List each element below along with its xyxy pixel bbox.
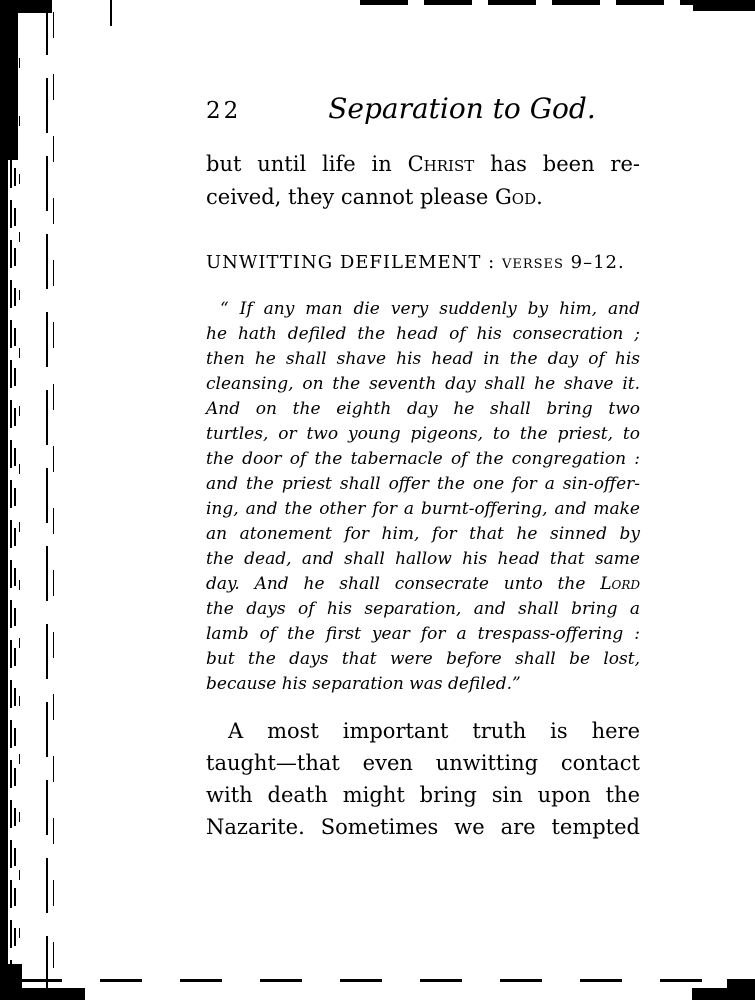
quote-line: he hath defiled the head of his consecration ; (206, 324, 640, 344)
text-fragment: day. And he shall consecrate unto the (206, 574, 601, 594)
section-heading-verses: verses 9–12. (501, 252, 625, 273)
text-line: A most important truth is here (228, 719, 640, 743)
main-paragraph (206, 715, 640, 843)
quote-line: ing, and the other for a burnt-offering, and make (206, 499, 640, 519)
running-title: Separation to God. (328, 92, 596, 125)
quote-line: the days of his separation, and shall bring a (206, 599, 640, 619)
text-line: with death might bring sin upon the (206, 783, 640, 807)
running-header (206, 92, 640, 126)
text-line: taught—that even unwitting contact (206, 751, 640, 775)
quote-line: “ If any man die very suddenly by him, and (220, 299, 640, 319)
page-number: 22 (206, 98, 242, 124)
quote-line: but the days that were before shall be lost, (206, 649, 640, 669)
scripture-quote (206, 297, 640, 697)
quote-line: an atonement for him, for that he sinned by (206, 524, 640, 544)
text-fragment: has been re- (474, 152, 640, 176)
quote-line-with-lord (206, 572, 640, 597)
text-line: Nazarite. Sometimes we are tempted (206, 815, 640, 839)
smallcaps-lord: Lord (600, 574, 640, 594)
scan-top-right-blob (693, 0, 755, 11)
scan-vertical-streak-4 (46, 0, 48, 1000)
text-fragment: . (536, 185, 543, 209)
quote-line: because his separation was defiled.” (206, 674, 521, 694)
quote-line: and the priest shall offer the one for a sin-offer- (206, 474, 640, 494)
scan-vertical-streak-2 (14, 0, 16, 1000)
smallcaps-god: God (495, 185, 537, 209)
quote-line: turtles, or two young pigeons, to the priest, to (206, 424, 640, 444)
section-heading-caps: UNWITTING DEFILEMENT : (206, 252, 496, 273)
quote-line: lamb of the first year for a trespass-offering : (206, 624, 640, 644)
section-heading (206, 252, 640, 273)
scan-bottom-dashed-edge (20, 979, 730, 982)
text-line (206, 181, 640, 214)
scan-bottom-left-bar (0, 988, 85, 1000)
scan-vertical-streak-1 (10, 0, 12, 1000)
smallcaps-christ: Christ (407, 152, 475, 176)
quote-line: the dead, and shall hallow his head that same (206, 549, 640, 569)
text-column (206, 0, 640, 843)
quote-line: the door of the tabernacle of the congregation : (206, 449, 640, 469)
scan-bottom-right-bar (692, 988, 755, 1000)
quote-line: then he shall shave his head in the day of his (206, 349, 640, 369)
quote-line: cleansing, on the seventh day shall he shave it. (206, 374, 640, 394)
quote-line: And on the eighth day he shall bring two (206, 399, 640, 419)
text-fragment: ceived, they cannot please (206, 185, 495, 209)
intro-paragraph (206, 148, 640, 214)
text-fragment: but until life in (206, 152, 408, 176)
scan-top-tick (110, 0, 112, 26)
scan-top-left-blob (0, 0, 52, 13)
scan-vertical-streak-5 (53, 0, 54, 1000)
scan-vertical-streak-3 (19, 0, 20, 1000)
text-line (206, 148, 640, 181)
